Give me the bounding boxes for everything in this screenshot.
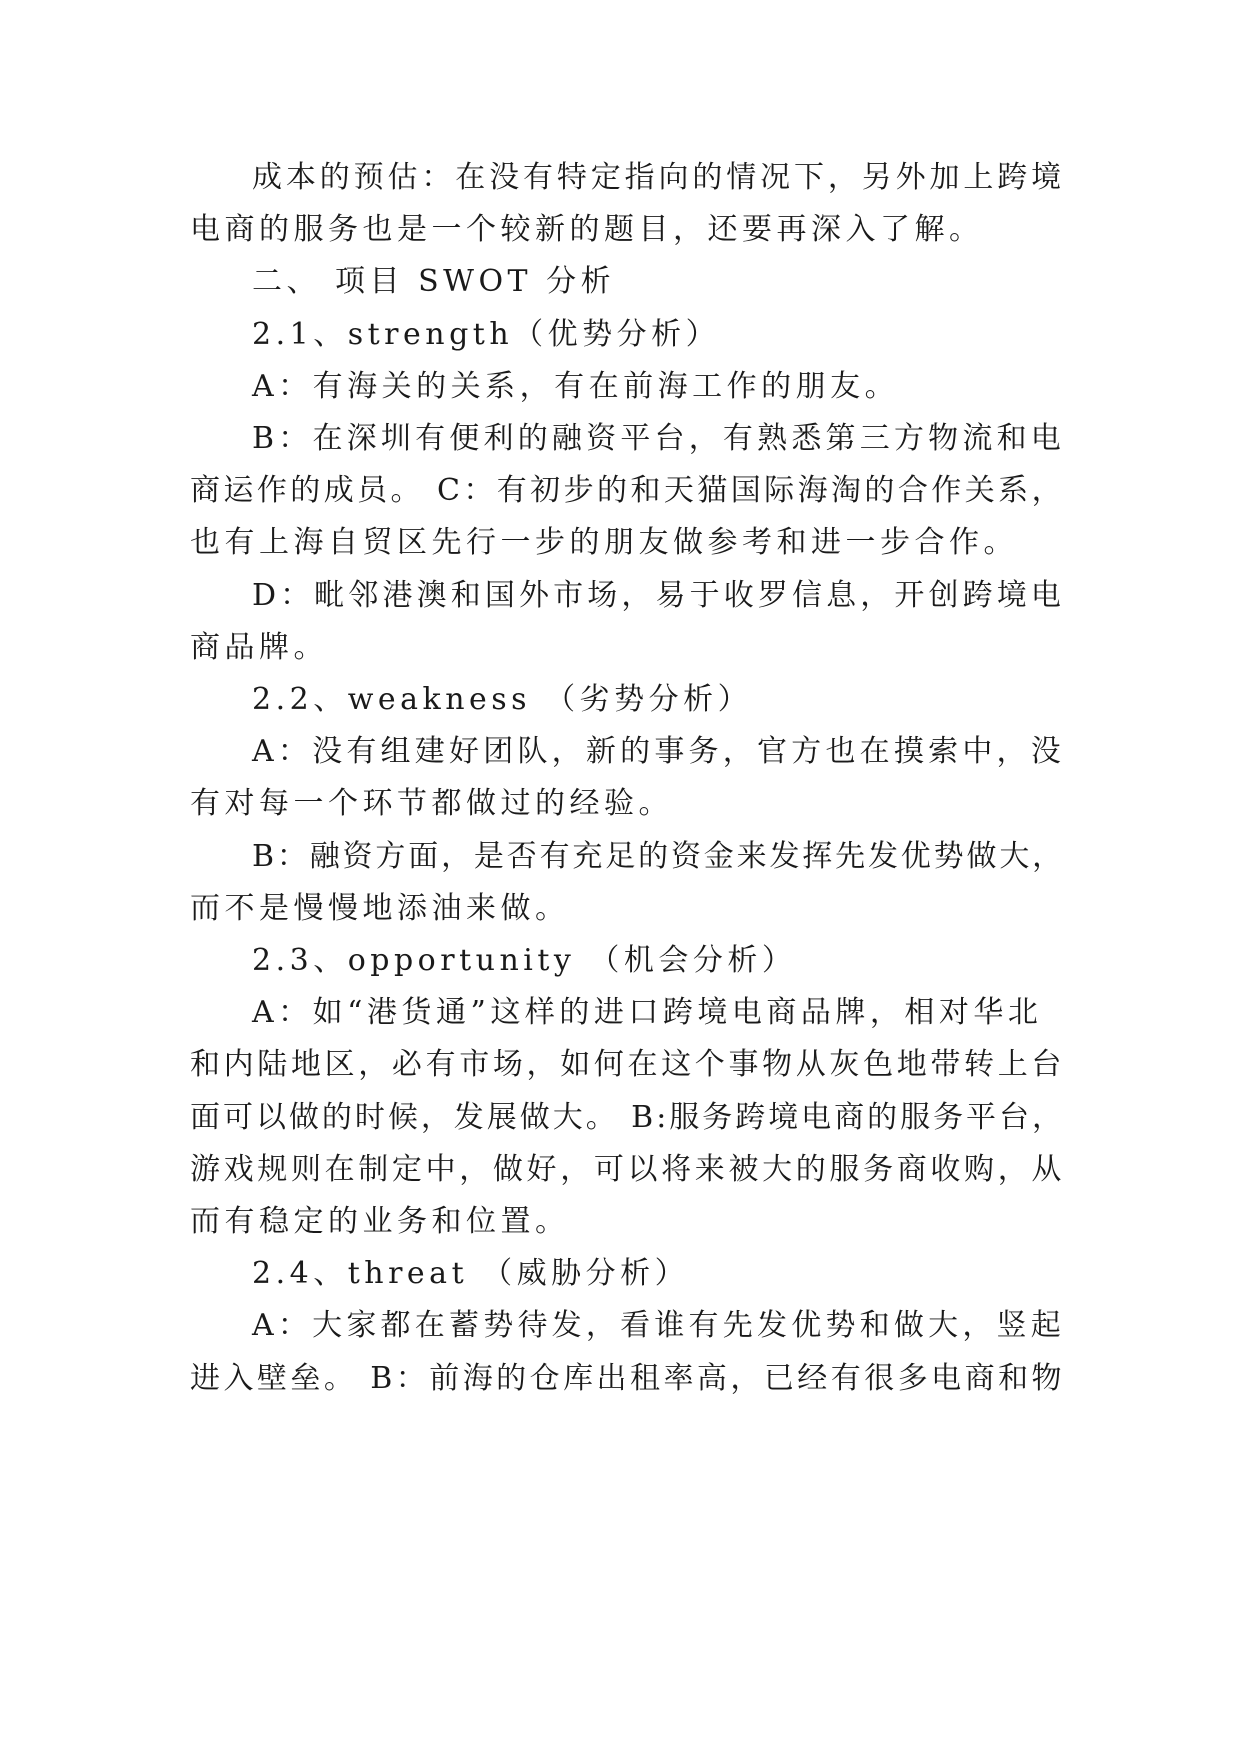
text-line: 2.3、opportunity （机会分析） bbox=[252, 943, 797, 978]
text-line: A：没有组建好团队，新的事务，官方也在摸索中，没 bbox=[252, 734, 1065, 770]
text-line: 也有上海自贸区先行一步的朋友做参考和进一步合作。 bbox=[190, 525, 1018, 561]
text-line: 游戏规则在制定中，做好，可以将来被大的服务商收购，从 bbox=[190, 1151, 1065, 1187]
text-line: A：大家都在蓄势待发，看谁有先发优势和做大，竖起 bbox=[252, 1308, 1065, 1344]
text-line: D：毗邻港澳和国外市场，易于收罗信息，开创跨境电 bbox=[252, 577, 1065, 613]
text-line: 商运作的成员。 C：有初步的和天猫国际海淘的合作关系， bbox=[190, 473, 1065, 509]
text-line: A：有海关的关系，有在前海工作的朋友。 bbox=[252, 368, 900, 404]
text-line: 有对每一个环节都做过的经验。 bbox=[190, 786, 673, 822]
text-line: 2.2、weakness （劣势分析） bbox=[252, 682, 753, 717]
text-line: 电商的服务也是一个较新的题目，还要再深入了解。 bbox=[190, 212, 984, 248]
text-line: B：在深圳有便利的融资平台，有熟悉第三方物流和电 bbox=[252, 421, 1065, 456]
text-line: 商品牌。 bbox=[190, 629, 328, 665]
text-line: 成本的预估：在没有特定指向的情况下，另外加上跨境 bbox=[252, 160, 1065, 195]
text-line: 而有稳定的业务和位置。 bbox=[190, 1204, 570, 1239]
text-line: 2.4、threat （威胁分析） bbox=[252, 1256, 690, 1292]
text-line: 二、 项目 SWOT 分析 bbox=[252, 264, 616, 300]
text-line: B：融资方面，是否有充足的资金来发挥先发优势做大， bbox=[252, 838, 1065, 874]
text-line: A：如“港货通”这样的进口跨境电商品牌，相对华北 bbox=[252, 995, 1043, 1031]
text-line: 进入壁垒。 B：前海的仓库出租率高，已经有很多电商和物 bbox=[190, 1360, 1065, 1396]
text-line: 2.1、strength（优势分析） bbox=[252, 316, 721, 352]
text-line: 而不是慢慢地添油来做。 bbox=[190, 890, 570, 926]
text-line: 和内陆地区，必有市场，如何在这个事物从灰色地带转上台 bbox=[190, 1047, 1065, 1083]
text-line: 面可以做的时候，发展做大。 B:服务跨境电商的服务平台， bbox=[190, 1099, 1065, 1135]
